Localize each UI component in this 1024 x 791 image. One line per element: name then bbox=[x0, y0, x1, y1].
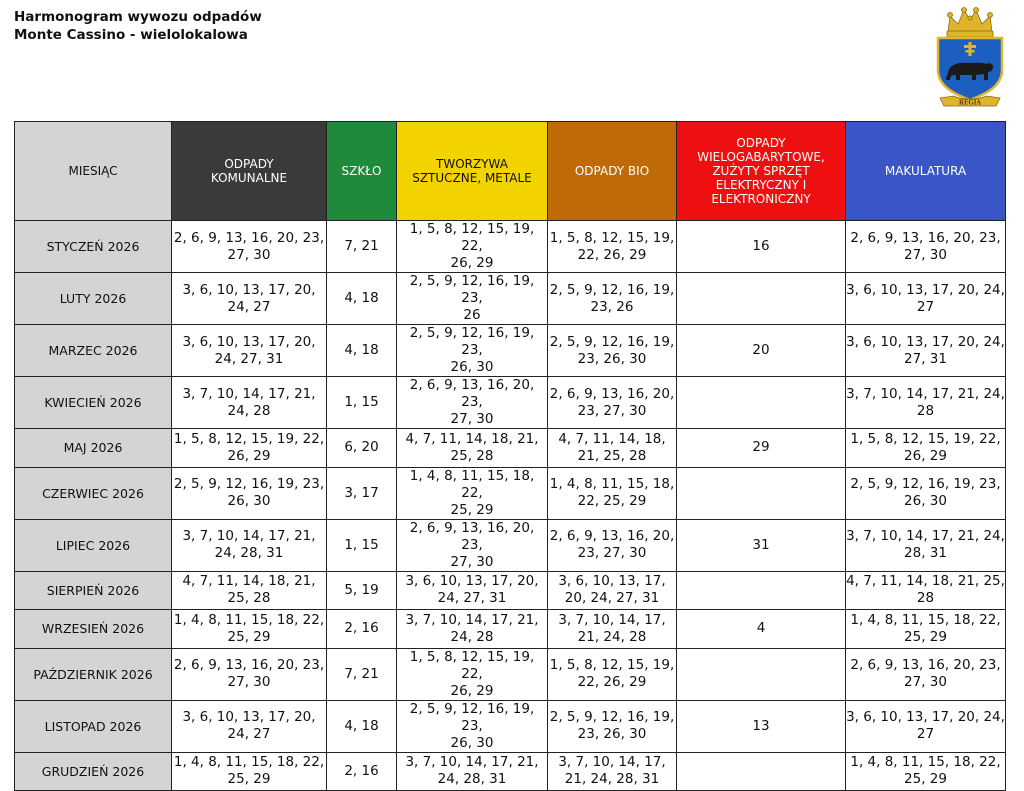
cell-szklo: 7, 21 bbox=[327, 221, 397, 273]
cell-makulatura: 3, 7, 10, 14, 17, 21, 24, 28, 31 bbox=[846, 519, 1006, 571]
cell-tworzywa: 2, 6, 9, 13, 16, 20, 23, 27, 30 bbox=[397, 519, 548, 571]
header-tworzywa: TWORZYWA SZTUCZNE, METALE bbox=[397, 122, 548, 221]
header-row bbox=[15, 122, 1006, 221]
cell-month: STYCZEŃ 2026 bbox=[15, 221, 172, 273]
cell-bio: 1, 4, 8, 11, 15, 18, 22, 25, 29 bbox=[548, 467, 677, 519]
cell-szklo: 1, 15 bbox=[327, 519, 397, 571]
cell-wielkogabarytowe bbox=[677, 273, 846, 325]
cell-month: LUTY 2026 bbox=[15, 273, 172, 325]
cell-month: KWIECIEŃ 2026 bbox=[15, 377, 172, 429]
cell-szklo: 7, 21 bbox=[327, 648, 397, 700]
table-row bbox=[15, 571, 1006, 610]
cell-month: PAŹDZIERNIK 2026 bbox=[15, 648, 172, 700]
cell-szklo: 1, 15 bbox=[327, 377, 397, 429]
cell-tworzywa: 3, 7, 10, 14, 17, 21, 24, 28 bbox=[397, 610, 548, 649]
cell-makulatura: 1, 4, 8, 11, 15, 18, 22, 25, 29 bbox=[846, 752, 1006, 791]
table-row bbox=[15, 429, 1006, 468]
cell-szklo: 4, 18 bbox=[327, 273, 397, 325]
table-row bbox=[15, 648, 1006, 700]
cell-wielkogabarytowe bbox=[677, 571, 846, 610]
cell-szklo: 6, 20 bbox=[327, 429, 397, 468]
crest-banner-text: REGIA bbox=[958, 99, 982, 107]
cell-makulatura: 1, 4, 8, 11, 15, 18, 22, 25, 29 bbox=[846, 610, 1006, 649]
cell-bio: 2, 6, 9, 13, 16, 20, 23, 27, 30 bbox=[548, 519, 677, 571]
cell-szklo: 2, 16 bbox=[327, 610, 397, 649]
cell-wielkogabarytowe: 31 bbox=[677, 519, 846, 571]
cell-szklo: 4, 18 bbox=[327, 700, 397, 752]
cell-month: LISTOPAD 2026 bbox=[15, 700, 172, 752]
cell-szklo: 2, 16 bbox=[327, 752, 397, 791]
title-line-2: Monte Cassino - wielolokalowa bbox=[14, 27, 248, 43]
cell-bio: 2, 6, 9, 13, 16, 20, 23, 27, 30 bbox=[548, 377, 677, 429]
header-bio: ODPADY BIO bbox=[548, 122, 677, 221]
cell-komunalne: 1, 4, 8, 11, 15, 18, 22, 25, 29 bbox=[172, 610, 327, 649]
table-row bbox=[15, 700, 1006, 752]
cell-makulatura: 2, 6, 9, 13, 16, 20, 23, 27, 30 bbox=[846, 221, 1006, 273]
cell-wielkogabarytowe bbox=[677, 648, 846, 700]
cell-szklo: 3, 17 bbox=[327, 467, 397, 519]
header-makulatura: MAKULATURA bbox=[846, 122, 1006, 221]
cell-bio: 3, 6, 10, 13, 17, 20, 24, 27, 31 bbox=[548, 571, 677, 610]
cell-makulatura: 3, 6, 10, 13, 17, 20, 24, 27, 31 bbox=[846, 325, 1006, 377]
cell-tworzywa: 1, 4, 8, 11, 15, 18, 22, 25, 29 bbox=[397, 467, 548, 519]
cell-makulatura: 3, 6, 10, 13, 17, 20, 24, 27 bbox=[846, 273, 1006, 325]
cell-bio: 1, 5, 8, 12, 15, 19, 22, 26, 29 bbox=[548, 221, 677, 273]
table-row bbox=[15, 752, 1006, 791]
cell-wielkogabarytowe bbox=[677, 752, 846, 791]
cell-komunalne: 2, 6, 9, 13, 16, 20, 23, 27, 30 bbox=[172, 221, 327, 273]
title-line-1: Harmonogram wywozu odpadów bbox=[14, 9, 262, 25]
cell-bio: 3, 7, 10, 14, 17, 21, 24, 28 bbox=[548, 610, 677, 649]
cell-komunalne: 3, 7, 10, 14, 17, 21, 24, 28 bbox=[172, 377, 327, 429]
cell-tworzywa: 2, 5, 9, 12, 16, 19, 23, 26, 30 bbox=[397, 325, 548, 377]
cell-makulatura: 1, 5, 8, 12, 15, 19, 22, 26, 29 bbox=[846, 429, 1006, 468]
cell-makulatura: 3, 6, 10, 13, 17, 20, 24, 27 bbox=[846, 700, 1006, 752]
cell-bio: 4, 7, 11, 14, 18, 21, 25, 28 bbox=[548, 429, 677, 468]
cell-bio: 1, 5, 8, 12, 15, 19, 22, 26, 29 bbox=[548, 648, 677, 700]
cell-tworzywa: 1, 5, 8, 12, 15, 19, 22, 26, 29 bbox=[397, 221, 548, 273]
cell-tworzywa: 4, 7, 11, 14, 18, 21, 25, 28 bbox=[397, 429, 548, 468]
cell-month: SIERPIEŃ 2026 bbox=[15, 571, 172, 610]
cell-makulatura: 2, 5, 9, 12, 16, 19, 23, 26, 30 bbox=[846, 467, 1006, 519]
table-row bbox=[15, 610, 1006, 649]
cell-bio: 2, 5, 9, 12, 16, 19, 23, 26, 30 bbox=[548, 325, 677, 377]
cell-komunalne: 2, 5, 9, 12, 16, 19, 23, 26, 30 bbox=[172, 467, 327, 519]
table-row bbox=[15, 377, 1006, 429]
cell-komunalne: 4, 7, 11, 14, 18, 21, 25, 28 bbox=[172, 571, 327, 610]
cell-komunalne: 2, 6, 9, 13, 16, 20, 23, 27, 30 bbox=[172, 648, 327, 700]
cell-wielkogabarytowe: 16 bbox=[677, 221, 846, 273]
document-title bbox=[14, 8, 262, 44]
cell-makulatura: 4, 7, 11, 14, 18, 21, 25, 28 bbox=[846, 571, 1006, 610]
cell-makulatura: 2, 6, 9, 13, 16, 20, 23, 27, 30 bbox=[846, 648, 1006, 700]
cell-tworzywa: 2, 5, 9, 12, 16, 19, 23, 26, 30 bbox=[397, 700, 548, 752]
cell-wielkogabarytowe: 13 bbox=[677, 700, 846, 752]
header-month: MIESIĄC bbox=[15, 122, 172, 221]
cell-wielkogabarytowe bbox=[677, 377, 846, 429]
table-row bbox=[15, 221, 1006, 273]
table-row bbox=[15, 467, 1006, 519]
cell-wielkogabarytowe: 20 bbox=[677, 325, 846, 377]
cell-tworzywa: 3, 6, 10, 13, 17, 20, 24, 27, 31 bbox=[397, 571, 548, 610]
table-row bbox=[15, 325, 1006, 377]
cell-bio: 2, 5, 9, 12, 16, 19, 23, 26 bbox=[548, 273, 677, 325]
cell-month: GRUDZIEŃ 2026 bbox=[15, 752, 172, 791]
cell-month: CZERWIEC 2026 bbox=[15, 467, 172, 519]
table-row bbox=[15, 273, 1006, 325]
cell-tworzywa: 2, 5, 9, 12, 16, 19, 23, 26 bbox=[397, 273, 548, 325]
cell-komunalne: 3, 6, 10, 13, 17, 20, 24, 27 bbox=[172, 700, 327, 752]
table-row bbox=[15, 519, 1006, 571]
cell-szklo: 4, 18 bbox=[327, 325, 397, 377]
header-szklo: SZKŁO bbox=[327, 122, 397, 221]
cell-komunalne: 1, 5, 8, 12, 15, 19, 22, 26, 29 bbox=[172, 429, 327, 468]
cell-bio: 3, 7, 10, 14, 17, 21, 24, 28, 31 bbox=[548, 752, 677, 791]
cell-komunalne: 3, 6, 10, 13, 17, 20, 24, 27 bbox=[172, 273, 327, 325]
schedule-table bbox=[14, 121, 1006, 791]
cell-komunalne: 1, 4, 8, 11, 15, 18, 22, 25, 29 bbox=[172, 752, 327, 791]
cell-month: WRZESIEŃ 2026 bbox=[15, 610, 172, 649]
cell-makulatura: 3, 7, 10, 14, 17, 21, 24, 28 bbox=[846, 377, 1006, 429]
cell-wielkogabarytowe: 4 bbox=[677, 610, 846, 649]
cell-bio: 2, 5, 9, 12, 16, 19, 23, 26, 30 bbox=[548, 700, 677, 752]
cell-month: MARZEC 2026 bbox=[15, 325, 172, 377]
cell-tworzywa: 2, 6, 9, 13, 16, 20, 23, 27, 30 bbox=[397, 377, 548, 429]
cell-wielkogabarytowe bbox=[677, 467, 846, 519]
cell-komunalne: 3, 7, 10, 14, 17, 21, 24, 28, 31 bbox=[172, 519, 327, 571]
cell-wielkogabarytowe: 29 bbox=[677, 429, 846, 468]
cell-month: LIPIEC 2026 bbox=[15, 519, 172, 571]
cell-tworzywa: 1, 5, 8, 12, 15, 19, 22, 26, 29 bbox=[397, 648, 548, 700]
header-wielkogabarytowe: ODPADY WIELOGABARYTOWE, ZUŻYTY SPRZĘT ELEKTRYCZNY I ELEKTRONICZNY bbox=[677, 122, 846, 221]
header-komunalne: ODPADY KOMUNALNE bbox=[172, 122, 327, 221]
cell-tworzywa: 3, 7, 10, 14, 17, 21, 24, 28, 31 bbox=[397, 752, 548, 791]
cell-month: MAJ 2026 bbox=[15, 429, 172, 468]
crest-bear-crown-icon bbox=[930, 6, 1010, 110]
cell-komunalne: 3, 6, 10, 13, 17, 20, 24, 27, 31 bbox=[172, 325, 327, 377]
cell-szklo: 5, 19 bbox=[327, 571, 397, 610]
